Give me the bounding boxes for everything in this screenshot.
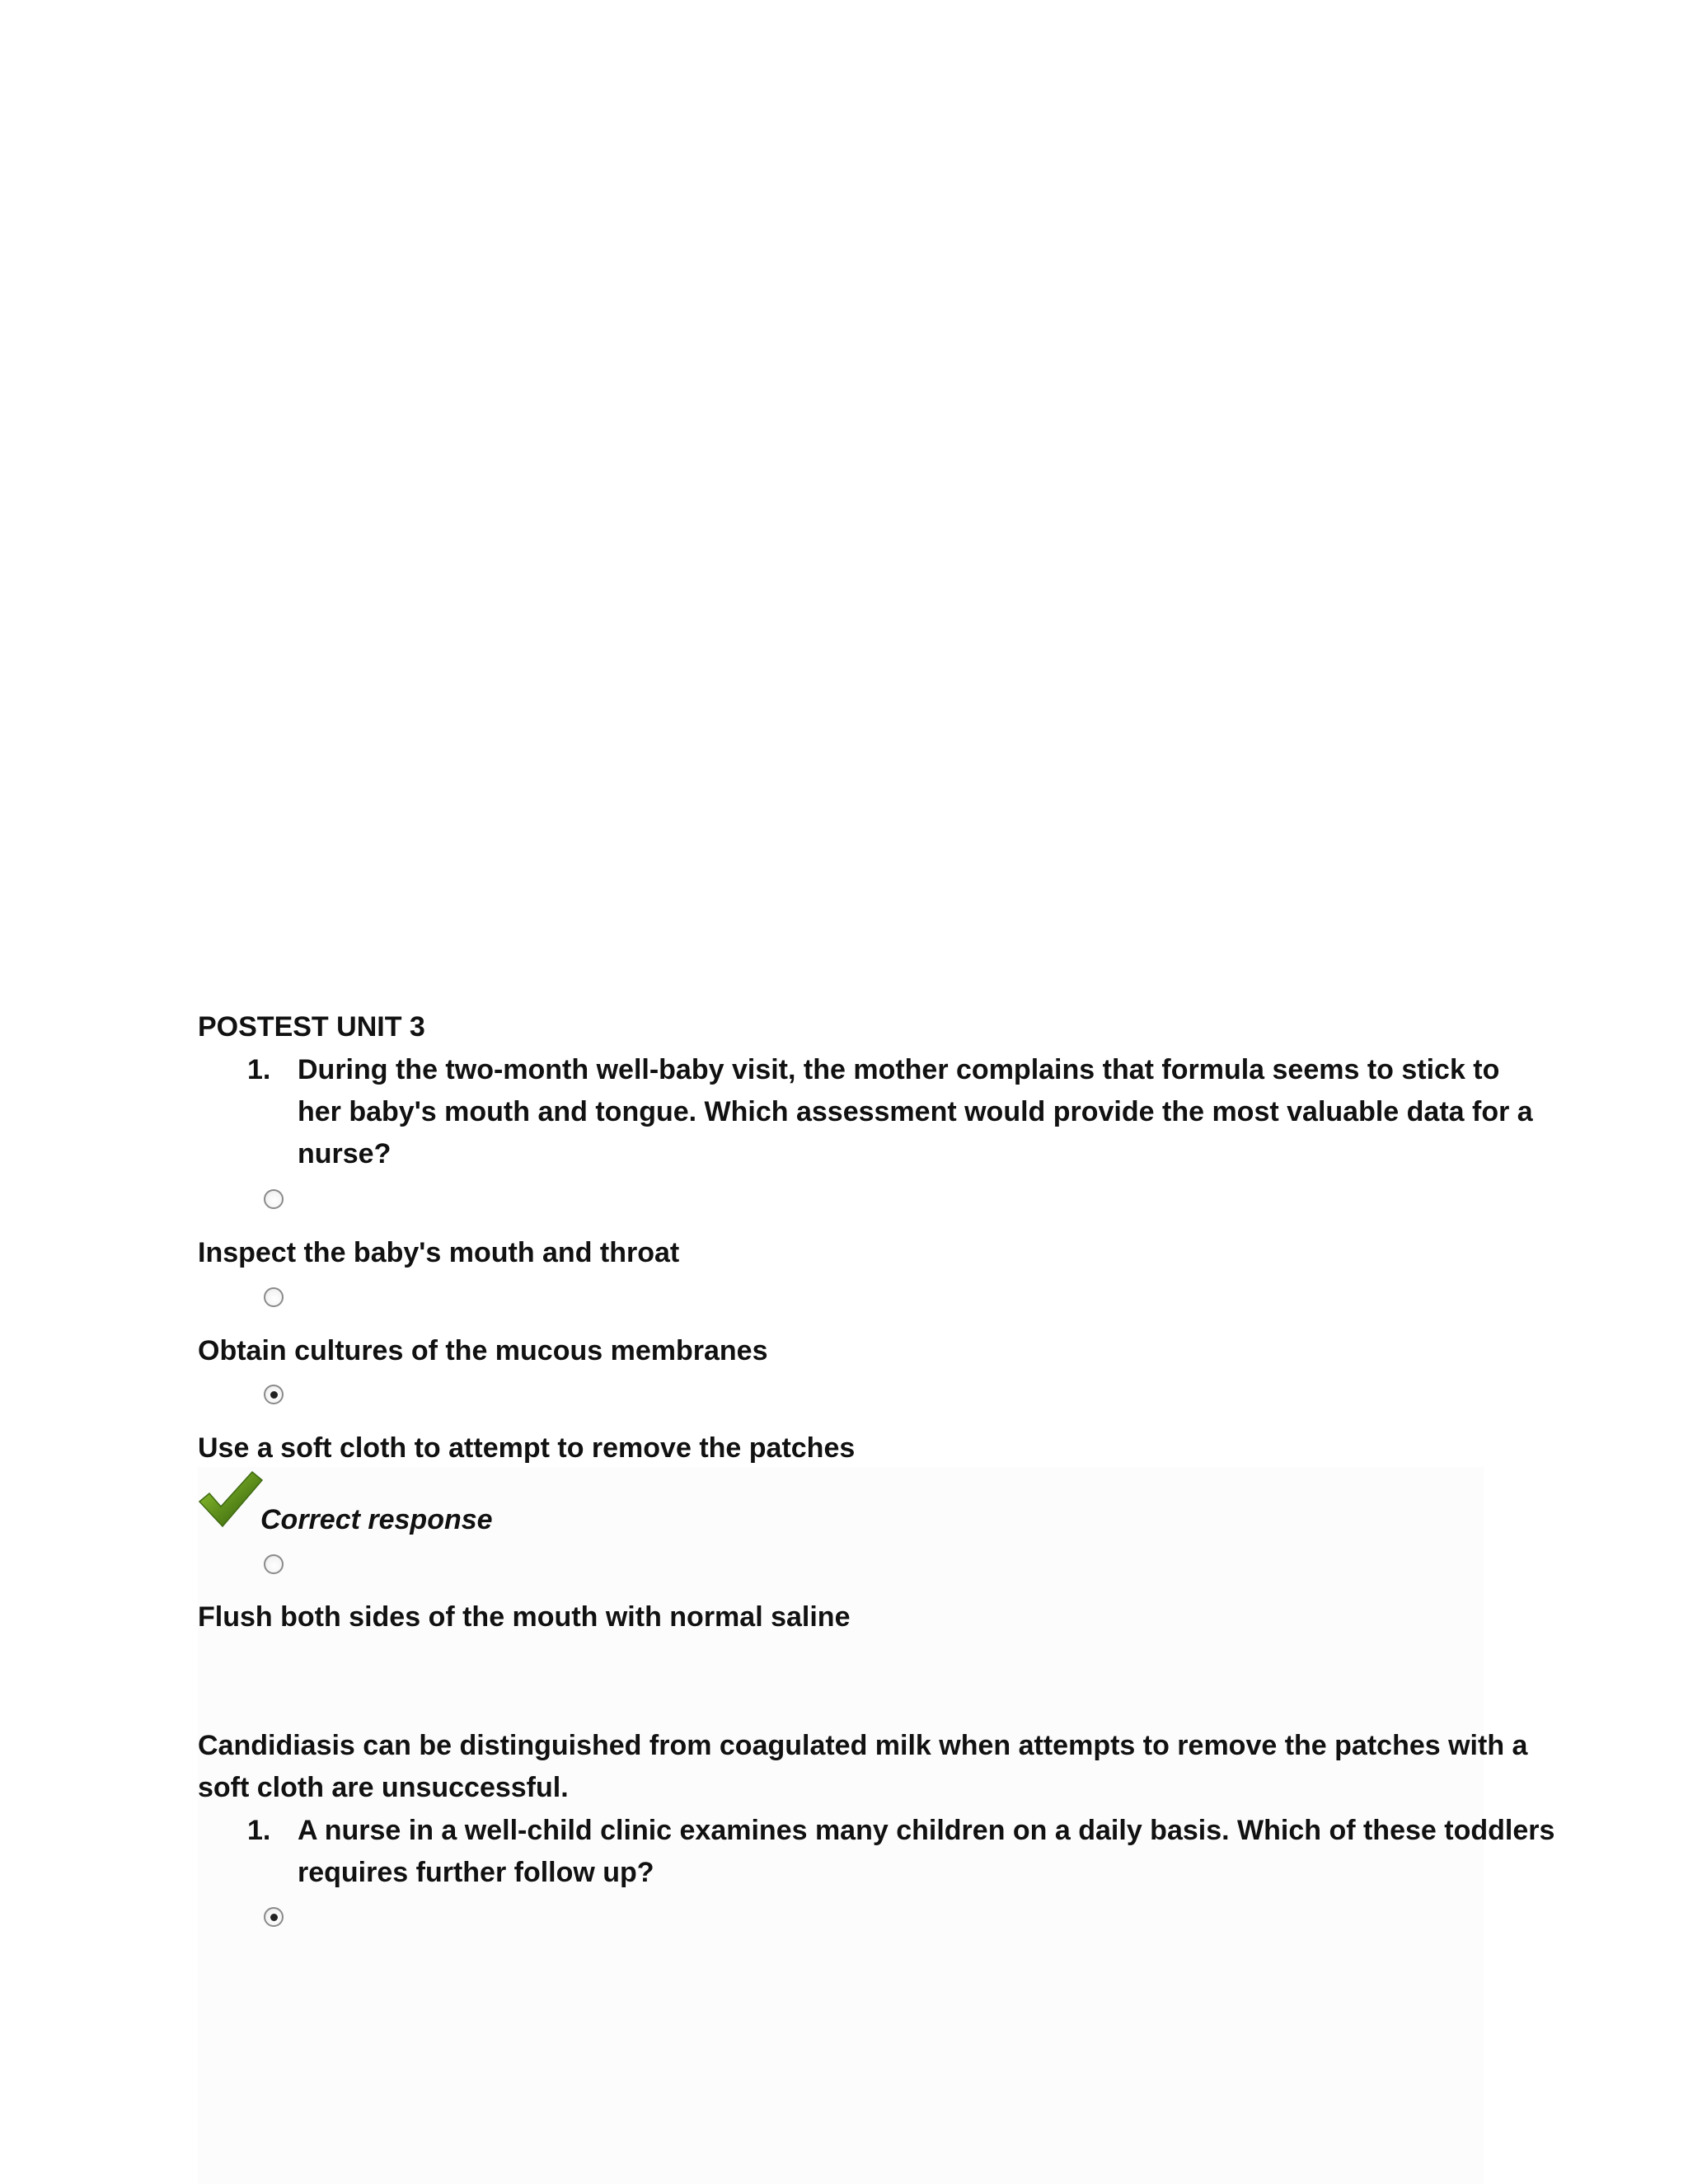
feedback-correct-response: Correct response — [260, 1504, 493, 1535]
answer-radio-option-4[interactable] — [264, 1554, 284, 1574]
answer-option-label: Inspect the baby's mouth and throat — [198, 1237, 680, 1268]
question-number: 1. — [247, 1054, 271, 1085]
question-text-line: requires further follow up? — [298, 1857, 654, 1888]
answer-radio-option-3[interactable] — [264, 1385, 284, 1404]
question-text-line: her baby's mouth and tongue. Which assessment would provide the most valuable data for a — [298, 1096, 1533, 1127]
rationale-text-line: Candidiasis can be distinguished from coagulated milk when attempts to remove the patches with a — [198, 1730, 1528, 1761]
question-text-line: nurse? — [298, 1138, 392, 1169]
question-number: 1. — [247, 1815, 271, 1846]
answer-option-label: Use a soft cloth to attempt to remove the patches — [198, 1432, 856, 1464]
document-title: POSTEST UNIT 3 — [198, 1011, 425, 1043]
answer-option-label: Obtain cultures of the mucous membranes — [198, 1335, 768, 1366]
rationale-text-line: soft cloth are unsuccessful. — [198, 1772, 569, 1803]
answer-radio-option-1[interactable] — [264, 1907, 284, 1927]
question-text-line: During the two-month well-baby visit, the mother complains that formula seems to stick to — [298, 1054, 1500, 1085]
answer-option-label: Flush both sides of the mouth with normal saline — [198, 1601, 851, 1633]
answer-radio-option-2[interactable] — [264, 1287, 284, 1307]
checkmark-icon — [198, 1470, 264, 1530]
question-text-line: A nurse in a well-child clinic examines many children on a daily basis. Which of these toddlers — [298, 1815, 1555, 1846]
answer-radio-option-1[interactable] — [264, 1189, 284, 1209]
